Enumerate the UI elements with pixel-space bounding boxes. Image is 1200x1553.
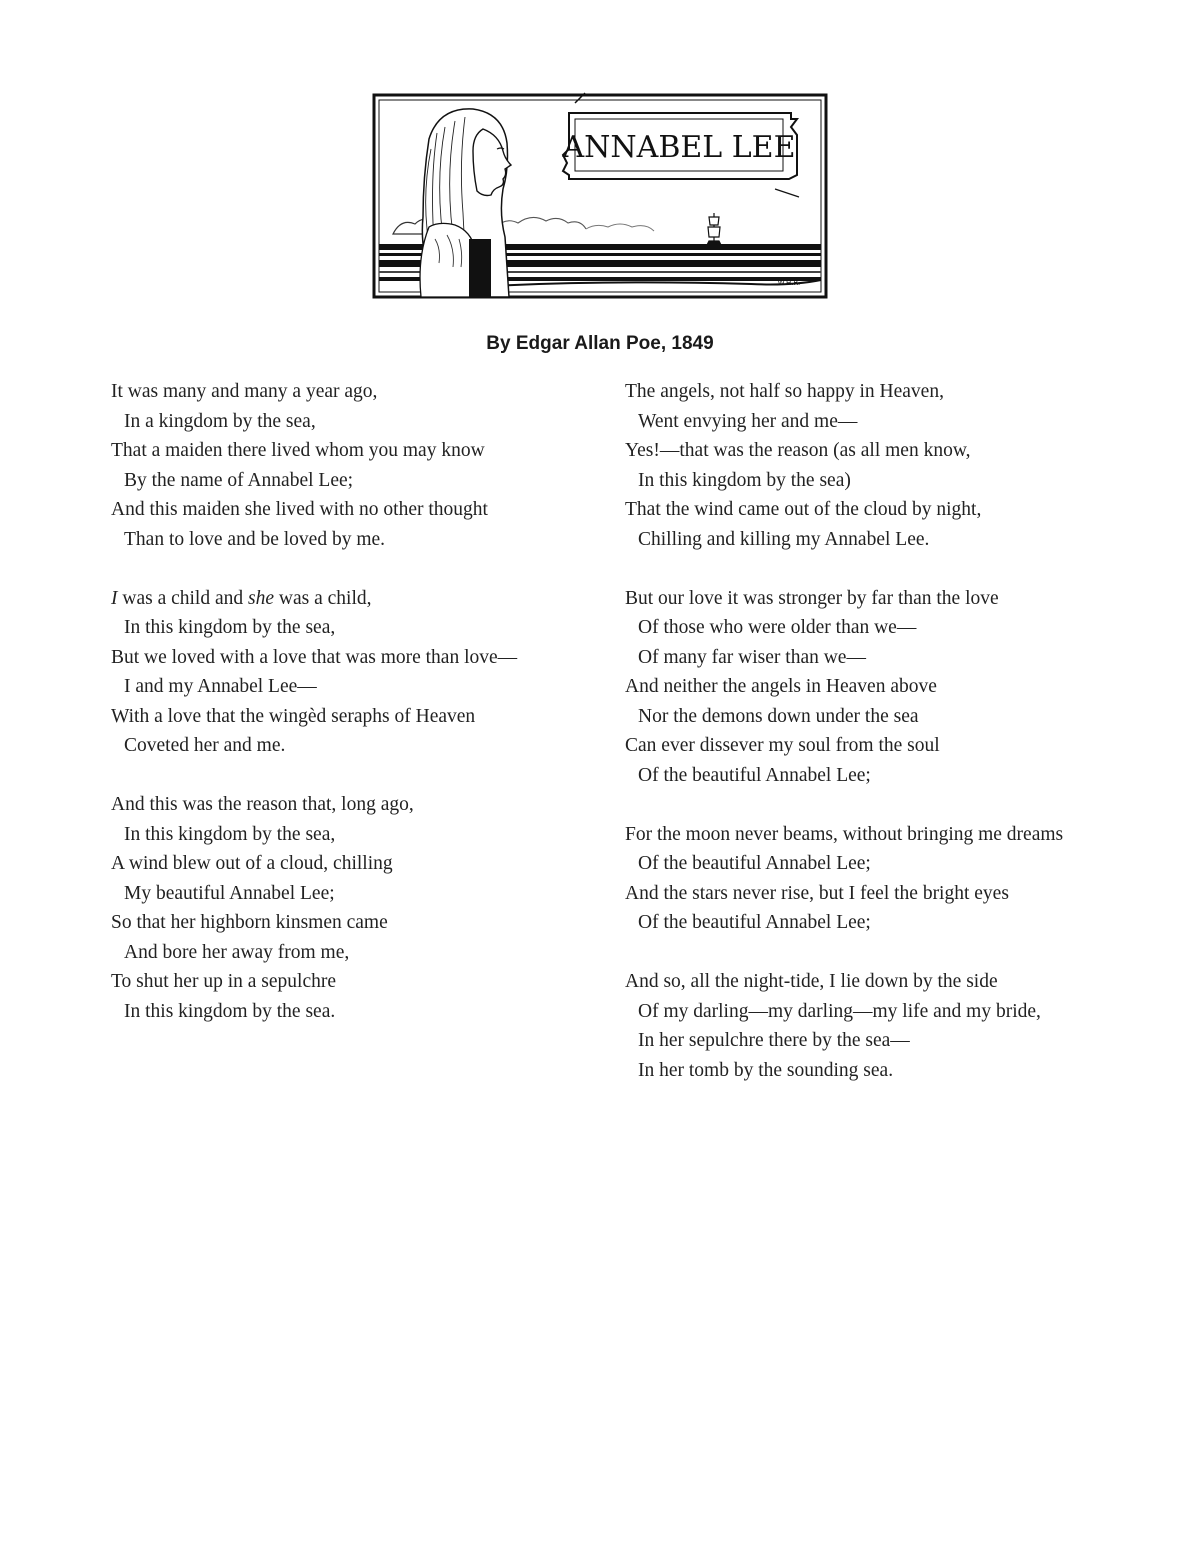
poem-line: And neither the angels in Heaven above (625, 676, 937, 697)
poem-line: Of my darling—my darling—my life and my bride, (638, 1000, 1041, 1022)
stanza (625, 584, 1185, 791)
poem-line: Of the beautiful Annabel Lee; (638, 912, 871, 933)
poem-line: Of the beautiful Annabel Lee; (638, 764, 871, 786)
stanza (625, 820, 1185, 938)
poem-line: But we loved with a love that was more than love— (111, 646, 518, 668)
poem-line (111, 584, 581, 614)
poem-line: Yes!—that was the reason (as all men know, (625, 440, 971, 461)
poem-line: Of many far wiser than we— (638, 646, 866, 668)
poem-line: Chilling and killing my Annabel Lee. (638, 528, 930, 550)
poem-line: And this was the reason that, long ago, (111, 794, 414, 815)
poem-line: In her tomb by the sounding sea. (638, 1059, 894, 1081)
poem-line: In her sepulchre there by the sea— (638, 1030, 910, 1051)
poem-line: And the stars never rise, but I feel the bright eyes (625, 882, 1009, 904)
poem-line: That the wind came out of the cloud by night, (625, 499, 982, 520)
stanza (111, 790, 581, 1026)
poem-right-column (625, 377, 1185, 1115)
poem-line: In this kingdom by the sea, (124, 617, 336, 638)
header-illustration (371, 89, 831, 303)
poem-line: Of the beautiful Annabel Lee; (638, 853, 871, 874)
italic-word: she (248, 587, 275, 609)
poem-line: Than to love and be loved by me. (124, 528, 386, 550)
poem-line: Nor the demons down under the sea (638, 705, 919, 727)
poem-line: The angels, not half so happy in Heaven, (625, 381, 944, 402)
poem-line: To shut her up in a sepulchre (111, 971, 336, 992)
stanza (111, 584, 581, 761)
poem-line: In this kingdom by the sea) (638, 469, 851, 491)
poem-line: And this maiden she lived with no other thought (111, 499, 488, 520)
poem-line: By the name of Annabel Lee; (124, 469, 354, 491)
line-segment: was a child and (117, 587, 249, 609)
line-segment: was a child, (274, 587, 372, 609)
italic-word: I (111, 587, 118, 609)
artist-mark: W.H.R. (777, 279, 801, 287)
banner-title: ANNABEL LEE (562, 130, 796, 165)
poem-line: Of those who were older than we— (638, 617, 917, 638)
poem-line: It was many and many a year ago, (111, 381, 378, 402)
poem-line: I and my Annabel Lee— (124, 676, 317, 697)
poem-line: Went envying her and me— (638, 410, 858, 432)
poem-line: And so, all the night-tide, I lie down by the side (625, 971, 998, 992)
stanza (111, 377, 581, 554)
poem-line: Can ever dissever my soul from the soul (625, 735, 940, 756)
poem-line: In a kingdom by the sea, (124, 410, 316, 432)
poem-line: In this kingdom by the sea, (124, 823, 336, 845)
poem-line: So that her highborn kinsmen came (111, 912, 388, 933)
poem-line: With a love that the wingèd seraphs of Heaven (111, 705, 476, 727)
stanza (625, 377, 1185, 554)
poem-line: And bore her away from me, (124, 941, 350, 963)
poem-line: A wind blew out of a cloud, chilling (111, 853, 393, 874)
poem-line: For the moon never beams, without bringing me dreams (625, 823, 1064, 845)
poem-line: Coveted her and me. (124, 735, 286, 756)
poem-line: But our love it was stronger by far than the love (625, 587, 999, 609)
poem-line: In this kingdom by the sea. (124, 1000, 336, 1022)
poem-line: My beautiful Annabel Lee; (124, 882, 335, 904)
poem-line: That a maiden there lived whom you may know (111, 440, 485, 461)
byline: By Edgar Allan Poe, 1849 (486, 333, 714, 354)
poem-left-column (111, 377, 581, 1056)
stanza (625, 967, 1185, 1085)
